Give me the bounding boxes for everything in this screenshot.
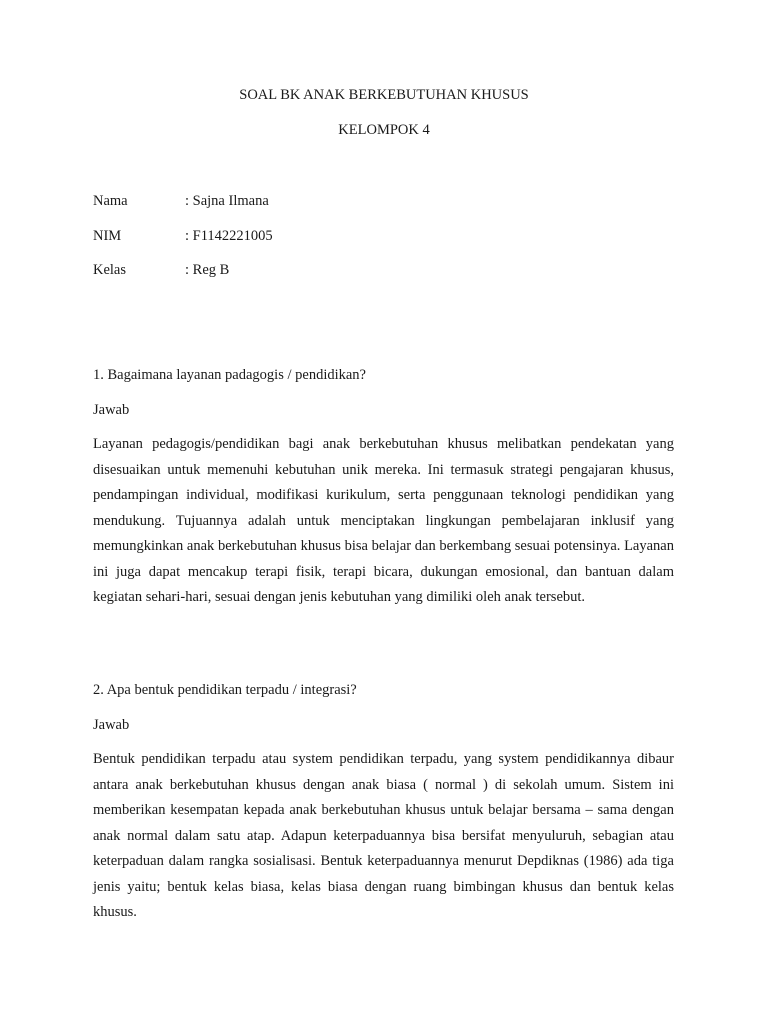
info-label: NIM	[93, 228, 122, 244]
info-label: Nama	[93, 193, 128, 209]
info-value: : Reg B	[185, 262, 230, 278]
question-1: 1. Bagaimana layanan padagogis / pendidikan?	[93, 367, 366, 383]
answer-paragraph-2: Bentuk pendidikan terpadu atau system pendidikan terpadu, yang system pendidikannya dibaur antara anak berkebutuhan khusus dengan anak biasa ( normal ) di sekolah umum. Sistem ini memberikan kesempatan kepada anak berkebutuhan khusus untuk belajar bersama – sama dengan anak normal dalam satu atap. Adapun keterpaduannya bisa bersifat menyuluruh, sebagian atau keterpaduan dalam rangka sosialisasi. Bentuk keterpaduannya menurut Depdiknas (1986) ada tiga jenis yaitu; bentuk kelas biasa, kelas biasa dengan ruang bimbingan khusus dan bentuk kelas khusus.	[93, 751, 674, 920]
info-value: : Sajna Ilmana	[185, 193, 269, 209]
question-2: 2. Apa bentuk pendidikan terpadu / integrasi?	[93, 682, 357, 698]
answer-label-1: Jawab	[93, 402, 130, 418]
document-title: SOAL BK ANAK BERKEBUTUHAN KHUSUS	[239, 87, 529, 103]
answer-paragraph-1: Layanan pedagogis/pendidikan bagi anak berkebutuhan khusus melibatkan pendekatan yang disesuaikan untuk memenuhi kebutuhan unik mereka. Ini termasuk strategi pengajaran khusus, pendampingan individual, modifikasi kurikulum, serta penggunaan teknologi pendidikan yang mendukung. Tujuannya adalah untuk menciptakan lingkungan pembelajaran inklusif yang memungkinkan anak berkebutuhan khusus bisa belajar dan berkembang sesuai potensinya. Layanan ini juga dapat mencakup terapi fisik, terapi bicara, dukungan emosional, dan bantuan dalam kegiatan sehari-hari, sesuai dengan jenis kebutuhan yang dimiliki oleh anak tersebut.	[93, 436, 674, 605]
answer-label-2: Jawab	[93, 717, 130, 733]
document-subtitle: KELOMPOK 4	[338, 122, 430, 138]
info-label: Kelas	[93, 262, 127, 278]
info-value: : F1142221005	[185, 228, 273, 244]
